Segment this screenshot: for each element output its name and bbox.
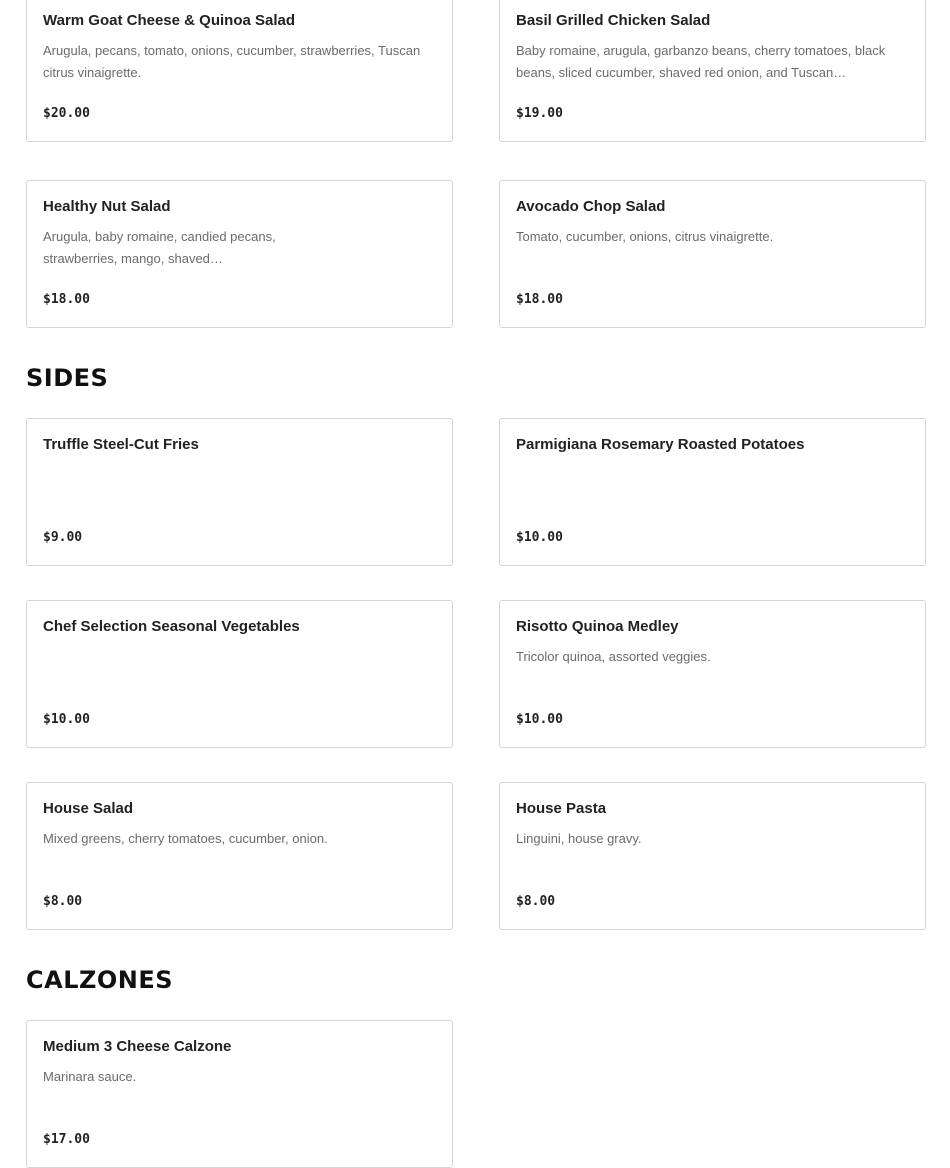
menu-item-description: Baby romaine, arugula, garbanzo beans, cherry tomatoes, black beans, sliced cucumber, shaved red onion, and Tuscan… [516,43,886,80]
menu-item-description: Arugula, pecans, tomato, onions, cucumber, strawberries, Tuscan citrus vinaigrette. [43,43,421,80]
menu-item-card[interactable] [499,600,926,748]
menu-item-name: Avocado Chop Salad [516,198,666,215]
menu-item-price: $18.00 [516,292,563,307]
menu-item-description: Linguini, house gravy. [516,831,642,846]
section-heading-calzones: CALZONES [26,966,174,994]
menu-item-name: House Pasta [516,800,607,817]
menu-item-name: Truffle Steel-Cut Fries [43,436,199,453]
menu-item-price: $10.00 [43,712,90,727]
menu-item-description: Arugula, baby romaine, candied pecans, strawberries, mango, shaved… [43,229,276,266]
menu-item-description: Marinara sauce. [43,1069,137,1084]
menu-item-price: $10.00 [516,712,563,727]
menu-item-name: Warm Goat Cheese & Quinoa Salad [43,12,296,29]
menu-item-price: $10.00 [516,530,563,545]
menu-item-card[interactable] [26,418,453,566]
menu-item-name: Medium 3 Cheese Calzone [43,1038,232,1055]
menu-item-name: Healthy Nut Salad [43,198,171,215]
menu-item-card[interactable] [499,782,926,930]
menu-item-price: $17.00 [43,1132,90,1147]
menu-item-name: Chef Selection Seasonal Vegetables [43,618,300,635]
menu-item-name: Basil Grilled Chicken Salad [516,12,711,29]
menu-item-price: $8.00 [43,894,83,909]
menu-item-card[interactable] [26,600,453,748]
menu-item-name: Risotto Quinoa Medley [516,618,679,635]
menu-item-card[interactable] [26,0,453,142]
menu-item-price: $20.00 [43,106,90,121]
menu-item-price: $8.00 [516,894,556,909]
menu-item-price: $19.00 [516,106,563,121]
menu-item-card[interactable] [26,180,453,328]
menu-item-card[interactable] [26,782,453,930]
menu-item-name: Parmigiana Rosemary Roasted Potatoes [516,436,805,453]
menu-item-card[interactable] [499,0,926,142]
menu-item-price: $18.00 [43,292,90,307]
menu-item-description: Tricolor quinoa, assorted veggies. [516,649,711,664]
menu-item-card[interactable] [499,180,926,328]
menu-item-description: Tomato, cucumber, onions, citrus vinaigrette. [516,229,774,244]
menu-item-card[interactable] [499,418,926,566]
menu-item-name: House Salad [43,800,134,817]
menu-item-description: Mixed greens, cherry tomatoes, cucumber, onion. [43,831,328,846]
menu-item-price: $9.00 [43,530,83,545]
section-heading-sides: SIDES [26,364,109,392]
menu-item-card[interactable] [26,1020,453,1168]
